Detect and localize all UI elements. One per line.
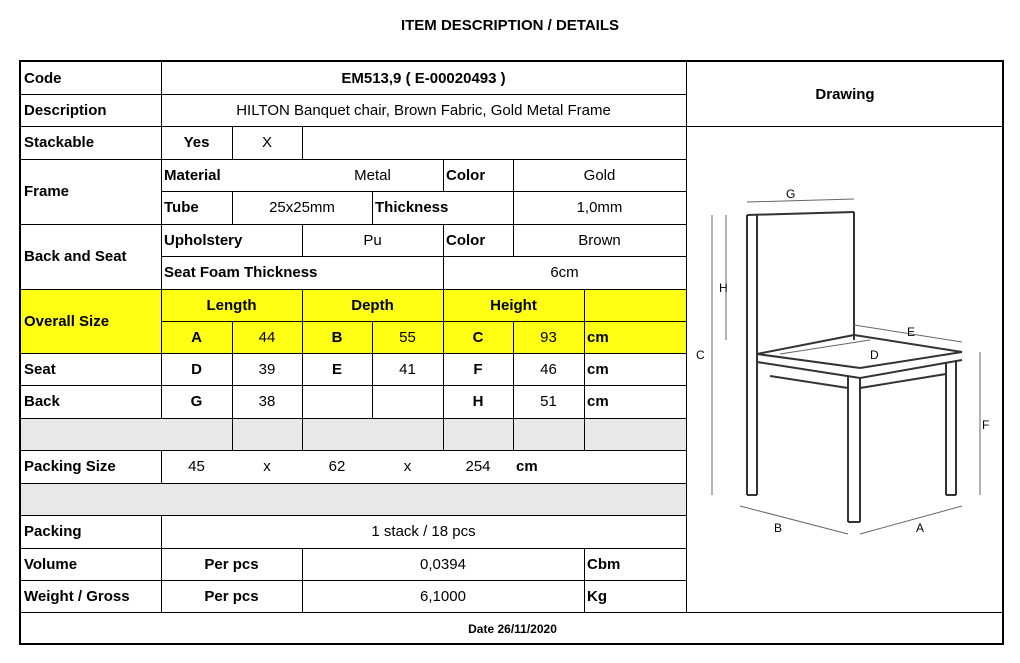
dim-letter-b: B bbox=[774, 521, 783, 535]
seat-e-value: 41 bbox=[399, 360, 416, 378]
dim-letter-h: H bbox=[719, 281, 728, 295]
length-header: Length bbox=[206, 296, 257, 314]
back-g-letter: G bbox=[190, 393, 203, 410]
stackable-answer: Yes bbox=[183, 134, 210, 151]
dim-a-line bbox=[860, 506, 962, 534]
dim-b-line bbox=[740, 506, 848, 534]
back-seat-label: Back and Seat bbox=[24, 248, 127, 265]
frame-material-label: Material bbox=[164, 166, 221, 184]
seat-label: Seat bbox=[24, 360, 56, 378]
stackable-mark: X bbox=[261, 134, 272, 151]
volume-per: Per pcs bbox=[204, 555, 259, 573]
overall-b-letter: B bbox=[331, 328, 343, 346]
code-value: EM513,9 ( E-00020493 ) bbox=[341, 69, 506, 87]
back-unit: cm bbox=[587, 393, 609, 410]
weight-per: Per pcs bbox=[204, 587, 259, 605]
seat-front-left-edge bbox=[757, 354, 860, 368]
volume-value: 0,0394 bbox=[420, 555, 466, 573]
packing-size-v2: 62 bbox=[328, 458, 346, 475]
frame-tube-value: 25x25mm bbox=[269, 199, 335, 216]
seat-unit: cm bbox=[587, 360, 609, 378]
back-g-value: 38 bbox=[258, 393, 276, 410]
weight-label: Weight / Gross bbox=[24, 587, 130, 605]
dim-letter-g: G bbox=[786, 187, 796, 201]
code-label: Code bbox=[24, 69, 62, 87]
packing-value: 1 stack / 18 pcs bbox=[371, 523, 476, 540]
frame-thickness-label: Thickness bbox=[375, 199, 449, 216]
frame-material-value: Metal bbox=[354, 166, 391, 184]
upholstery-label: Upholstery bbox=[164, 231, 243, 249]
dim-letter-f: F bbox=[982, 418, 990, 432]
packing-size-label: Packing Size bbox=[24, 458, 116, 475]
seat-e-letter: E bbox=[331, 360, 342, 378]
back-h-value: 51 bbox=[540, 393, 557, 410]
empty-row-1 bbox=[21, 418, 686, 450]
overall-c-value: 93 bbox=[540, 328, 557, 346]
dim-letter-d: D bbox=[870, 348, 879, 362]
overall-a-letter: A bbox=[191, 328, 202, 346]
overall-c-letter: C bbox=[472, 328, 484, 346]
stackable-label: Stackable bbox=[24, 134, 95, 151]
frame-color-value: Gold bbox=[583, 166, 616, 184]
frame-tube-label: Tube bbox=[164, 199, 199, 216]
dim-letter-a: A bbox=[916, 521, 925, 535]
overall-a-value: 44 bbox=[258, 328, 276, 346]
description-value: HILTON Banquet chair, Brown Fabric, Gold Metal Frame bbox=[236, 101, 611, 119]
backrest-top bbox=[747, 212, 854, 215]
description-label: Description bbox=[24, 101, 107, 119]
seat-f-value: 46 bbox=[540, 360, 557, 378]
packing-size-x1: x bbox=[263, 458, 271, 475]
dim-g-line bbox=[747, 199, 854, 202]
height-header: Height bbox=[490, 296, 537, 314]
page-title: ITEM DESCRIPTION / DETAILS bbox=[400, 17, 620, 34]
overall-b-value: 55 bbox=[399, 328, 416, 346]
upholstery-value: Pu bbox=[363, 231, 382, 249]
foam-label: Seat Foam Thickness bbox=[164, 264, 318, 281]
date-footer: Date 26/11/2020 bbox=[468, 622, 557, 636]
overall-unit: cm bbox=[587, 328, 609, 346]
side-rail bbox=[770, 376, 848, 388]
frame-thickness-value: 1,0mm bbox=[576, 199, 623, 216]
drawing-label: Drawing bbox=[815, 85, 875, 103]
weight-unit: Kg bbox=[587, 587, 607, 605]
volume-unit: Cbm bbox=[587, 555, 621, 573]
seat-d-letter: D bbox=[191, 360, 202, 378]
upholstery-color-label: Color bbox=[446, 231, 486, 249]
foam-value: 6cm bbox=[550, 264, 579, 281]
volume-label: Volume bbox=[24, 555, 78, 573]
back-label: Back bbox=[24, 393, 60, 410]
packing-size-v1: 45 bbox=[188, 458, 205, 475]
depth-header: Depth bbox=[351, 296, 394, 314]
dim-letter-c: C bbox=[696, 348, 705, 362]
chair-drawing bbox=[690, 150, 1000, 540]
dim-letter-e: E bbox=[907, 325, 916, 339]
packing-size-v3: 254 bbox=[465, 458, 491, 475]
seat-f-letter: F bbox=[473, 360, 483, 378]
packing-size-unit: cm bbox=[516, 458, 538, 475]
frame-label: Frame bbox=[24, 183, 70, 200]
weight-value: 6,1000 bbox=[420, 587, 466, 605]
empty-row-2 bbox=[21, 483, 686, 515]
frame-color-label: Color bbox=[446, 166, 486, 184]
overall-size-label: Overall Size bbox=[24, 312, 110, 330]
back-h-letter: H bbox=[472, 393, 484, 410]
packing-label: Packing bbox=[24, 523, 82, 540]
packing-size-x2: x bbox=[403, 458, 412, 475]
upholstery-color-value: Brown bbox=[578, 231, 621, 249]
seat-d-value: 39 bbox=[258, 360, 276, 378]
